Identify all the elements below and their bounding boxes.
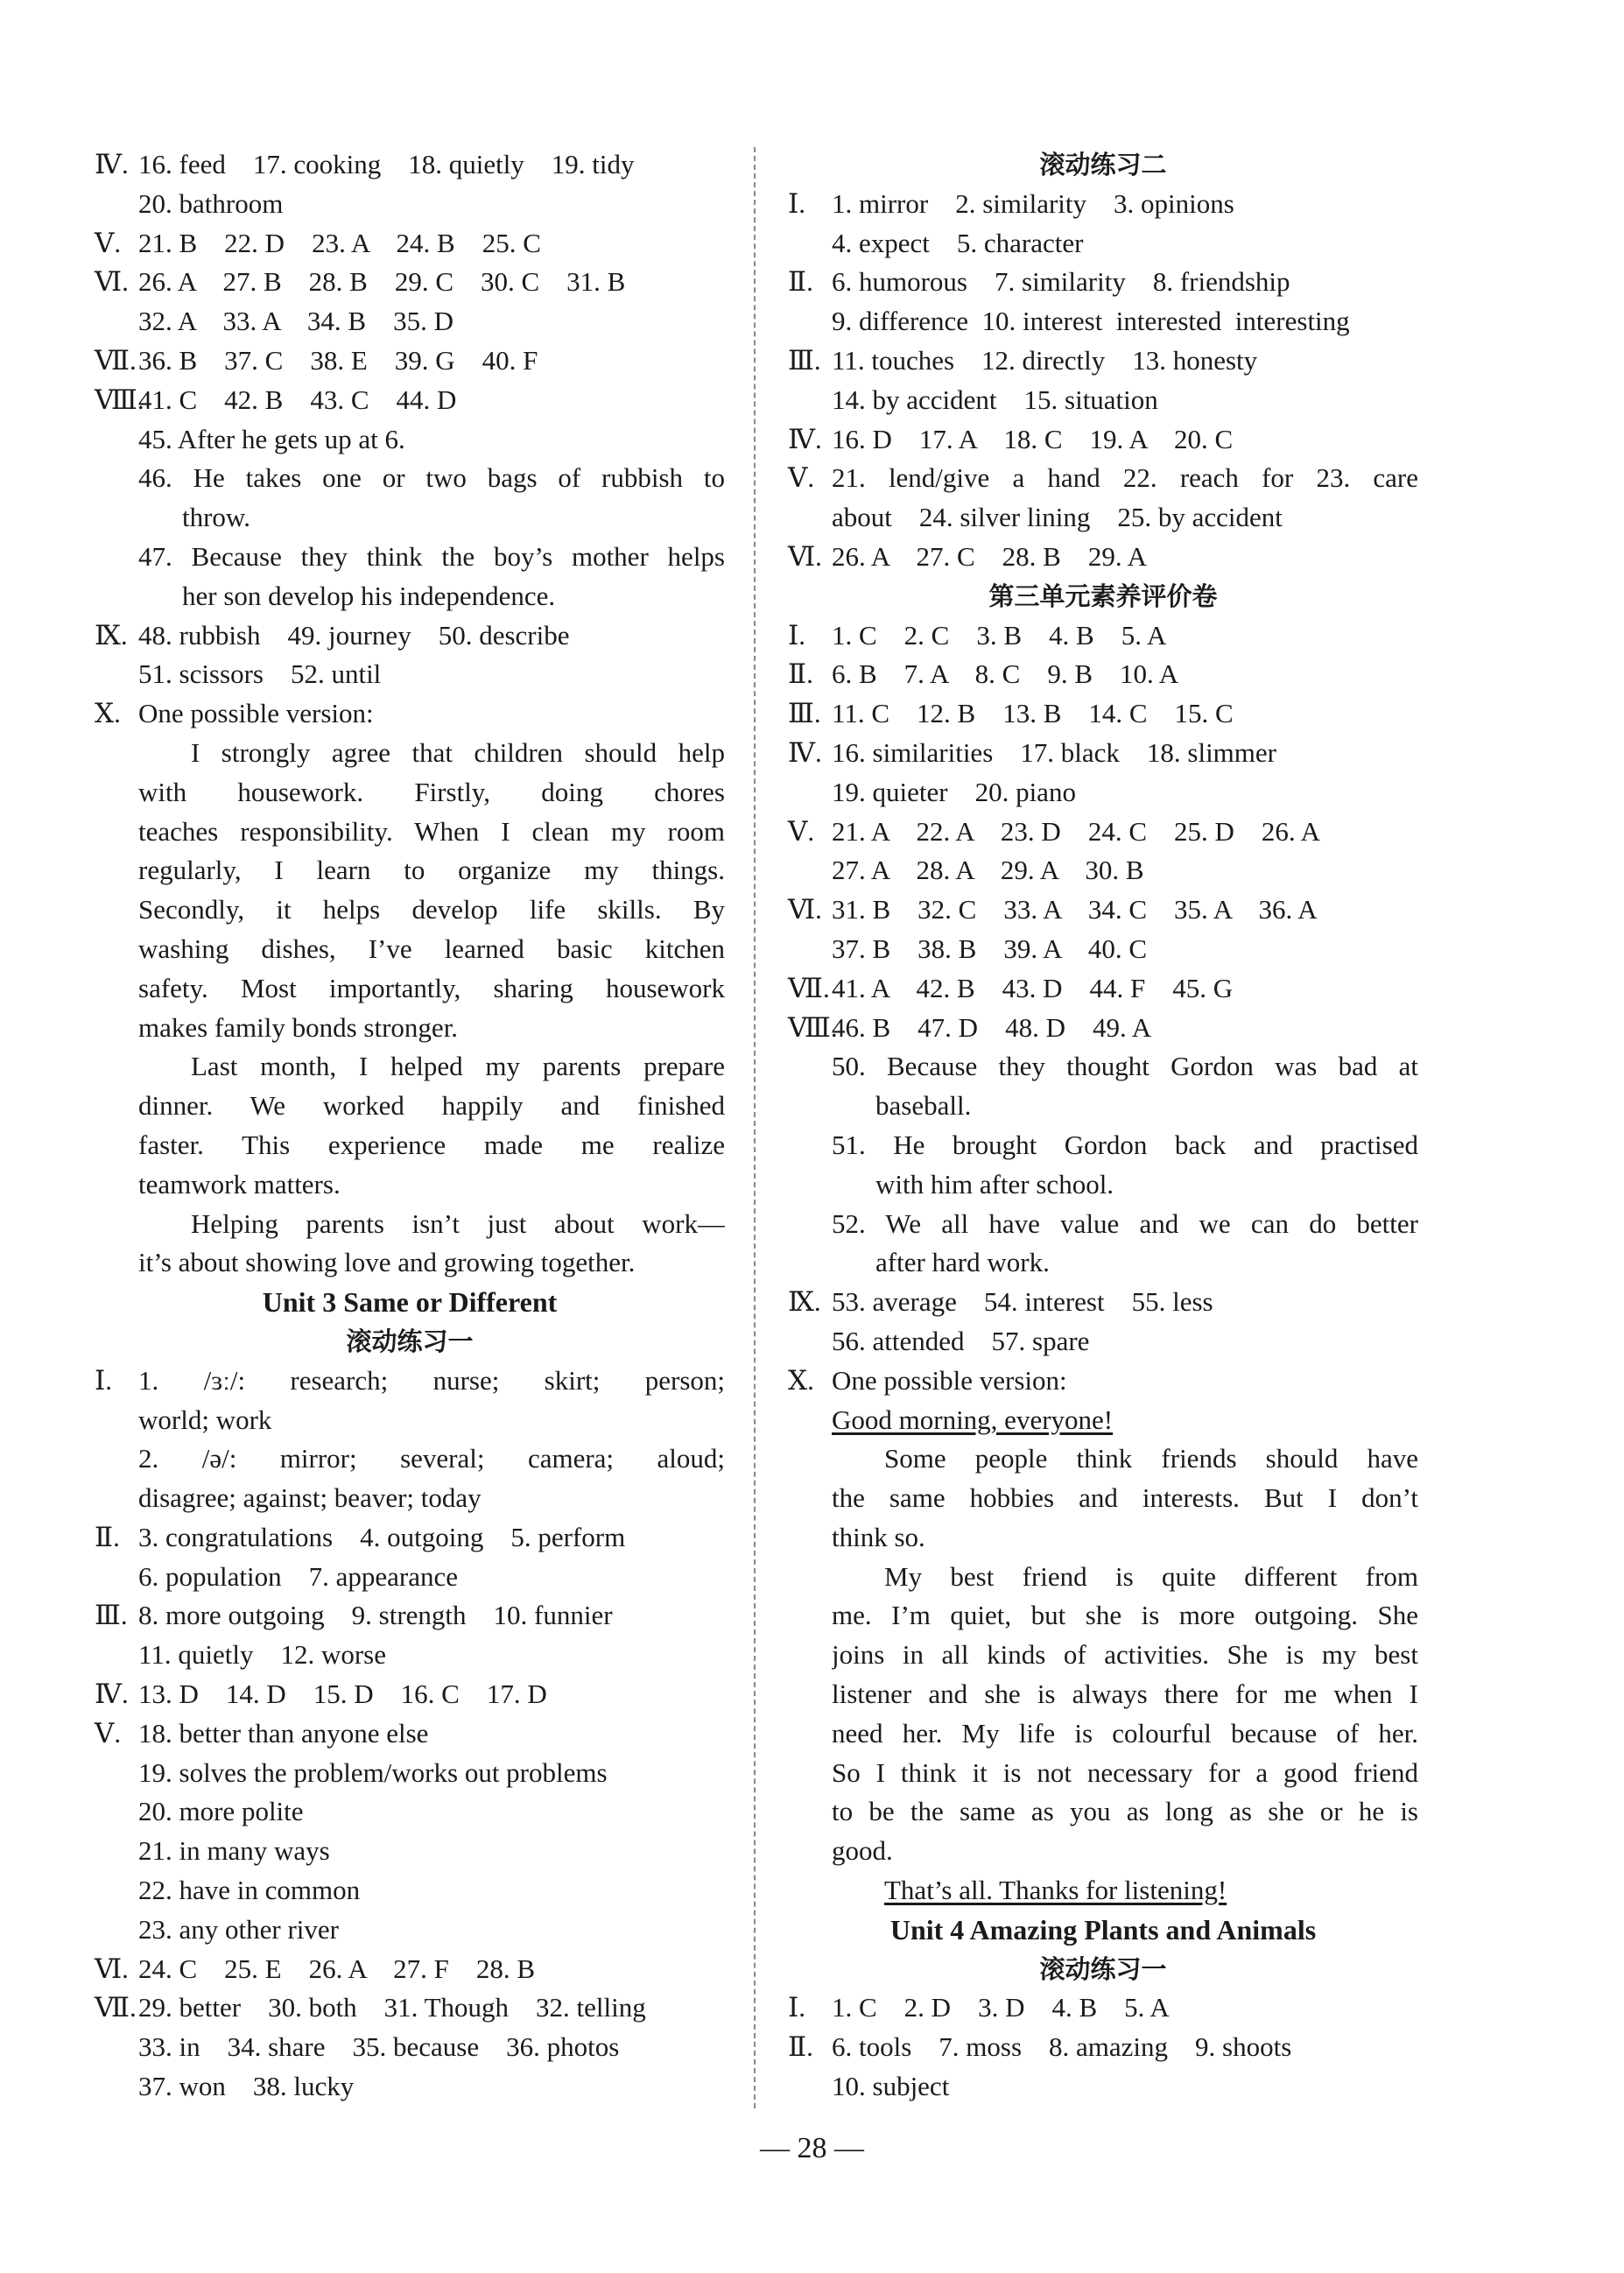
section-heading: 滚动练习一 <box>346 1326 474 1356</box>
answer-text: 20. bathroom <box>138 187 284 219</box>
answer-text: 1. C 2. D 3. D 4. B 5. A <box>832 1992 1170 2023</box>
answer-line <box>788 341 1418 381</box>
answer-line <box>95 185 725 224</box>
answer-line <box>95 890 725 930</box>
answer-line <box>788 1165 1418 1205</box>
section-heading: 第三单元素养评价卷 <box>988 581 1218 611</box>
answer-text: throw. <box>182 502 251 533</box>
answer-text: 21. A 22. A 23. D 24. C 25. D 26. A <box>832 815 1321 847</box>
section-number: Ⅴ. <box>788 462 815 494</box>
answer-text: 9. difference 10. interest interested interesting <box>832 306 1350 337</box>
section-number: Ⅹ. <box>95 698 121 729</box>
answer-line <box>95 930 725 969</box>
answer-line <box>95 263 725 302</box>
answer-text: 23. any other river <box>138 1913 339 1945</box>
answer-text: the same hobbies and interests. But I don’t <box>832 1482 1418 1514</box>
answer-line <box>788 1205 1418 1244</box>
answer-text: I strongly agree that children should help <box>191 736 725 768</box>
answer-text: One possible version: <box>832 1364 1067 1396</box>
answer-line <box>788 498 1418 538</box>
answer-line <box>788 969 1418 1009</box>
answer-line <box>95 1165 725 1205</box>
answer-text: 19. quieter 20. piano <box>832 776 1076 807</box>
answer-line <box>95 577 725 616</box>
section-heading: 滚动练习一 <box>1039 1953 1167 1984</box>
section-number: Ⅰ. <box>788 187 805 219</box>
section-number: Ⅹ. <box>788 1364 814 1396</box>
answer-text: listener and she is always there for me when I <box>832 1678 1418 1710</box>
answer-text: 6. B 7. A 8. C 9. B 10. A <box>832 658 1179 690</box>
answer-line <box>95 1518 725 1558</box>
answer-line <box>788 381 1418 420</box>
section-heading: 滚动练习二 <box>1039 150 1167 179</box>
answer-text: about 24. silver lining 25. by accident <box>832 502 1283 533</box>
answer-line <box>95 734 725 773</box>
answer-text: it’s about showing love and growing together. <box>138 1247 636 1278</box>
answer-line <box>788 1636 1418 1675</box>
answer-text: 2. /ə/: mirror; several; camera; aloud; <box>138 1443 725 1474</box>
answer-line <box>95 420 725 460</box>
answer-text: 51. He brought Gordon back and practised <box>832 1129 1418 1160</box>
answer-line <box>788 1087 1418 1126</box>
answer-text: with him after school. <box>875 1168 1114 1200</box>
answer-text: 10. subject <box>832 2071 950 2102</box>
answer-line <box>788 2028 1418 2067</box>
answer-text: 56. attended 57. spare <box>832 1325 1090 1356</box>
answer-line <box>788 1832 1418 1871</box>
answer-text: 21. B 22. D 23. A 24. B 25. C <box>138 227 541 258</box>
answer-text: 41. C 42. B 43. C 44. D <box>138 384 457 415</box>
answer-text: 4. expect 5. character <box>832 227 1084 258</box>
answer-line <box>95 1479 725 1518</box>
section-number: Ⅶ. <box>95 344 137 376</box>
section-number: Ⅸ. <box>95 619 128 651</box>
answer-line <box>95 969 725 1009</box>
answer-text: 47. Because they think the boy’s mother helps <box>138 540 725 572</box>
answer-text: Good morning, everyone! <box>832 1404 1114 1435</box>
section-number: Ⅲ. <box>95 1600 128 1631</box>
answer-line <box>788 1439 1418 1479</box>
answer-line <box>788 1714 1418 1754</box>
answer-text: 6. population 7. appearance <box>138 1560 458 1592</box>
answer-text: 18. better than anyone else <box>138 1717 429 1749</box>
answer-text: safety. Most importantly, sharing housework <box>138 972 725 1003</box>
answer-line <box>95 1009 725 1048</box>
answer-line <box>788 1362 1418 1401</box>
unit-title: Unit 3 Same or Different <box>262 1286 558 1319</box>
answer-text: 52. We all have value and we can do better <box>832 1207 1418 1239</box>
section-number: Ⅴ. <box>95 227 122 258</box>
answer-line <box>788 1792 1418 1832</box>
answer-text: her son develop his independence. <box>182 580 556 611</box>
answer-text: 45. After he gets up at 6. <box>138 423 405 454</box>
answer-line <box>788 538 1418 577</box>
answer-text: 53. average 54. interest 55. less <box>832 1286 1213 1318</box>
section-number: Ⅳ. <box>95 149 129 179</box>
answer-text: 16. D 17. A 18. C 19. A 20. C <box>832 423 1234 454</box>
answer-line <box>95 1362 725 1401</box>
answer-text: 6. humorous 7. similarity 8. friendship <box>832 266 1290 298</box>
answer-text: 11. C 12. B 13. B 14. C 15. C <box>832 698 1234 729</box>
answer-text: 1. /ɜː/: research; nurse; skirt; person; <box>138 1364 725 1396</box>
answer-text: 26. A 27. C 28. B 29. A <box>832 540 1147 572</box>
answer-text: after hard work. <box>875 1247 1050 1278</box>
answer-text: 33. in 34. share 35. because 36. photos <box>138 2031 620 2063</box>
answer-text: need her. My life is colourful because of her. <box>832 1717 1418 1749</box>
answer-text: 20. more polite <box>138 1796 304 1827</box>
answer-line <box>95 1126 725 1165</box>
answer-line <box>95 1243 725 1283</box>
answer-text: world; work <box>138 1404 272 1435</box>
section-number: Ⅰ. <box>95 1364 112 1396</box>
answer-text: 19. solves the problem/works out problems <box>138 1756 608 1788</box>
answer-text: 14. by accident 15. situation <box>832 384 1158 415</box>
left-column <box>95 145 725 2107</box>
answer-line <box>788 459 1418 498</box>
answer-line <box>788 302 1418 341</box>
answer-line <box>95 773 725 813</box>
answer-line <box>788 1047 1418 1087</box>
answer-text: 8. more outgoing 9. strength 10. funnier <box>138 1600 613 1631</box>
section-number: Ⅸ. <box>788 1286 821 1318</box>
answer-text: disagree; against; beaver; today <box>138 1482 482 1514</box>
answer-line <box>95 1950 725 1989</box>
section-number: Ⅲ. <box>788 698 821 729</box>
answer-line <box>788 1675 1418 1714</box>
answer-text: to be the same as you as long as she or he is <box>832 1796 1418 1827</box>
answer-line <box>95 1636 725 1675</box>
answer-line <box>788 773 1418 813</box>
column-divider <box>754 147 756 2108</box>
answer-line <box>788 1871 1418 1911</box>
answer-text: 50. Because they thought Gordon was bad at <box>832 1051 1418 1082</box>
answer-text: 36. B 37. C 38. E 39. G 40. F <box>138 344 538 376</box>
answer-line <box>788 890 1418 930</box>
answer-text: joins in all kinds of activities. She is my best <box>832 1639 1418 1671</box>
answer-text: with housework. Firstly, doing chores <box>138 776 725 807</box>
answer-text: 1. mirror 2. similarity 3. opinions <box>832 187 1234 219</box>
answer-text: 11. touches 12. directly 13. honesty <box>832 344 1258 376</box>
section-number: Ⅵ. <box>788 894 822 925</box>
answer-text: 16. similarities 17. black 18. slimmer <box>832 736 1276 768</box>
answer-line <box>95 655 725 694</box>
answer-line <box>788 1479 1418 1518</box>
answer-text: 51. scissors 52. until <box>138 658 382 690</box>
answer-line <box>788 813 1418 852</box>
answer-line <box>95 851 725 890</box>
page-number: — 28 — <box>760 2132 864 2164</box>
answer-line <box>95 1754 725 1793</box>
answer-text: 6. tools 7. moss 8. amazing 9. shoots <box>832 2031 1292 2063</box>
answer-text: 31. B 32. C 33. A 34. C 35. A 36. A <box>832 894 1318 925</box>
answer-text: 11. quietly 12. worse <box>138 1639 386 1671</box>
answer-text: 3. congratulations 4. outgoing 5. perform <box>138 1521 626 1552</box>
section-number: Ⅵ. <box>95 1953 129 1984</box>
answer-line <box>95 341 725 381</box>
answer-text: 16. feed 17. cooking 18. quietly 19. tidy <box>138 149 635 179</box>
answer-text: teaches responsibility. When I clean my room <box>138 815 725 847</box>
answer-line <box>95 1558 725 1597</box>
answer-text: good. <box>832 1835 893 1867</box>
section-number: Ⅳ. <box>788 736 822 768</box>
answer-text: regularly, I learn to organize my things. <box>138 855 725 886</box>
answer-line <box>788 1283 1418 1322</box>
answer-text: 37. B 38. B 39. A 40. C <box>832 932 1147 964</box>
answer-text: me. I’m quiet, but she is more outgoing. She <box>832 1600 1418 1631</box>
answer-line <box>788 1596 1418 1636</box>
answer-text: baseball. <box>875 1090 972 1122</box>
answer-line <box>788 655 1418 694</box>
answer-line <box>95 302 725 341</box>
answer-line <box>788 1558 1418 1597</box>
answer-line <box>95 1439 725 1479</box>
answer-text: 46. B 47. D 48. D 49. A <box>832 1011 1152 1043</box>
answer-line <box>788 420 1418 460</box>
section-number: Ⅱ. <box>788 2031 813 2063</box>
section-number: Ⅴ. <box>95 1717 122 1749</box>
section-number: Ⅰ. <box>788 619 805 651</box>
answer-line <box>95 1047 725 1087</box>
section-number: Ⅶ. <box>788 972 830 1003</box>
answer-text: 22. have in common <box>138 1875 361 1906</box>
section-number: Ⅱ. <box>95 1521 120 1552</box>
answer-line <box>788 2067 1418 2107</box>
answer-line <box>788 224 1418 264</box>
answer-line <box>95 2028 725 2067</box>
answer-line <box>95 694 725 734</box>
answer-text: 37. won 38. lucky <box>138 2071 355 2102</box>
answer-text: 21. lend/give a hand 22. reach for 23. care <box>832 462 1418 494</box>
answer-line <box>788 851 1418 890</box>
answer-text: Secondly, it helps develop life skills. By <box>138 894 725 925</box>
answer-line <box>95 1205 725 1244</box>
section-number: Ⅰ. <box>788 1992 805 2023</box>
answer-line <box>95 616 725 656</box>
answer-line <box>788 1754 1418 1793</box>
answer-line <box>788 734 1418 773</box>
answer-text: 24. C 25. E 26. A 27. F 28. B <box>138 1953 535 1984</box>
section-number: Ⅲ. <box>788 344 821 376</box>
answer-text: washing dishes, I’ve learned basic kitchen <box>138 932 725 964</box>
answer-text: Helping parents isn’t just about work— <box>191 1207 725 1239</box>
answer-line <box>788 185 1418 224</box>
section-number: Ⅱ. <box>788 658 813 690</box>
answer-text: 29. better 30. both 31. Though 32. telling <box>138 1992 646 2023</box>
section-number: Ⅶ. <box>95 1992 137 2023</box>
answer-text: 41. A 42. B 43. D 44. F 45. G <box>832 972 1234 1003</box>
answer-line <box>788 1126 1418 1165</box>
unit-title: Unit 4 Amazing Plants and Animals <box>889 1913 1317 1946</box>
answer-text: 1. C 2. C 3. B 4. B 5. A <box>832 619 1167 651</box>
answer-line <box>788 1322 1418 1362</box>
answer-line <box>95 498 725 538</box>
answer-text: faster. This experience made me realize <box>138 1129 725 1160</box>
section-number: Ⅴ. <box>788 815 815 847</box>
answer-text: One possible version: <box>138 698 374 729</box>
answer-text: 21. in many ways <box>138 1835 330 1867</box>
answer-text: Some people think friends should have <box>884 1443 1418 1474</box>
right-column <box>788 145 1418 2107</box>
answer-line <box>95 1087 725 1126</box>
answer-text: 27. A 28. A 29. A 30. B <box>832 855 1144 886</box>
answer-line <box>95 1401 725 1440</box>
answer-text: My best friend is quite different from <box>884 1560 1418 1592</box>
answer-text: teamwork matters. <box>138 1168 341 1200</box>
answer-line <box>95 381 725 420</box>
answer-line <box>95 1832 725 1871</box>
answer-text: dinner. We worked happily and finished <box>138 1090 725 1122</box>
answer-line <box>788 263 1418 302</box>
section-number: Ⅵ. <box>95 266 129 298</box>
answer-line <box>788 1243 1418 1283</box>
answer-text: 48. rubbish 49. journey 50. describe <box>138 619 570 651</box>
section-number: Ⅱ. <box>788 266 813 298</box>
answer-line <box>95 1792 725 1832</box>
section-number: Ⅳ. <box>788 423 822 454</box>
answer-text: think so. <box>832 1521 925 1552</box>
answer-line <box>95 1911 725 1950</box>
answer-line <box>788 1401 1418 1440</box>
answer-text: So I think it is not necessary for a good friend <box>832 1756 1418 1788</box>
answer-line <box>788 1988 1418 2028</box>
answer-text: 26. A 27. B 28. B 29. C 30. C 31. B <box>138 266 626 298</box>
answer-line <box>95 538 725 577</box>
answer-text: Last month, I helped my parents prepare <box>191 1051 725 1082</box>
answer-line <box>788 930 1418 969</box>
answer-line <box>95 1871 725 1911</box>
answer-line <box>95 813 725 852</box>
answer-line <box>788 1009 1418 1048</box>
answer-text: That’s all. Thanks for listening! <box>884 1875 1227 1906</box>
section-number: Ⅷ. <box>788 1011 838 1043</box>
answer-line <box>788 616 1418 656</box>
answer-text: 32. A 33. A 34. B 35. D <box>138 306 453 337</box>
answer-line <box>95 1714 725 1754</box>
answer-line <box>95 145 725 185</box>
answer-line <box>95 1675 725 1714</box>
answer-line <box>95 459 725 498</box>
answer-line <box>788 1518 1418 1558</box>
answer-text: 13. D 14. D 15. D 16. C 17. D <box>138 1678 547 1710</box>
section-number: Ⅳ. <box>95 1678 129 1710</box>
section-number: Ⅵ. <box>788 540 822 572</box>
answer-text: makes family bonds stronger. <box>138 1011 459 1043</box>
answer-line <box>788 694 1418 734</box>
answer-line <box>95 2067 725 2107</box>
answer-text: 46. He takes one or two bags of rubbish to <box>138 462 725 494</box>
answer-line <box>95 224 725 264</box>
answer-line <box>95 1596 725 1636</box>
section-number: Ⅷ. <box>95 384 144 415</box>
answer-line <box>95 1988 725 2028</box>
